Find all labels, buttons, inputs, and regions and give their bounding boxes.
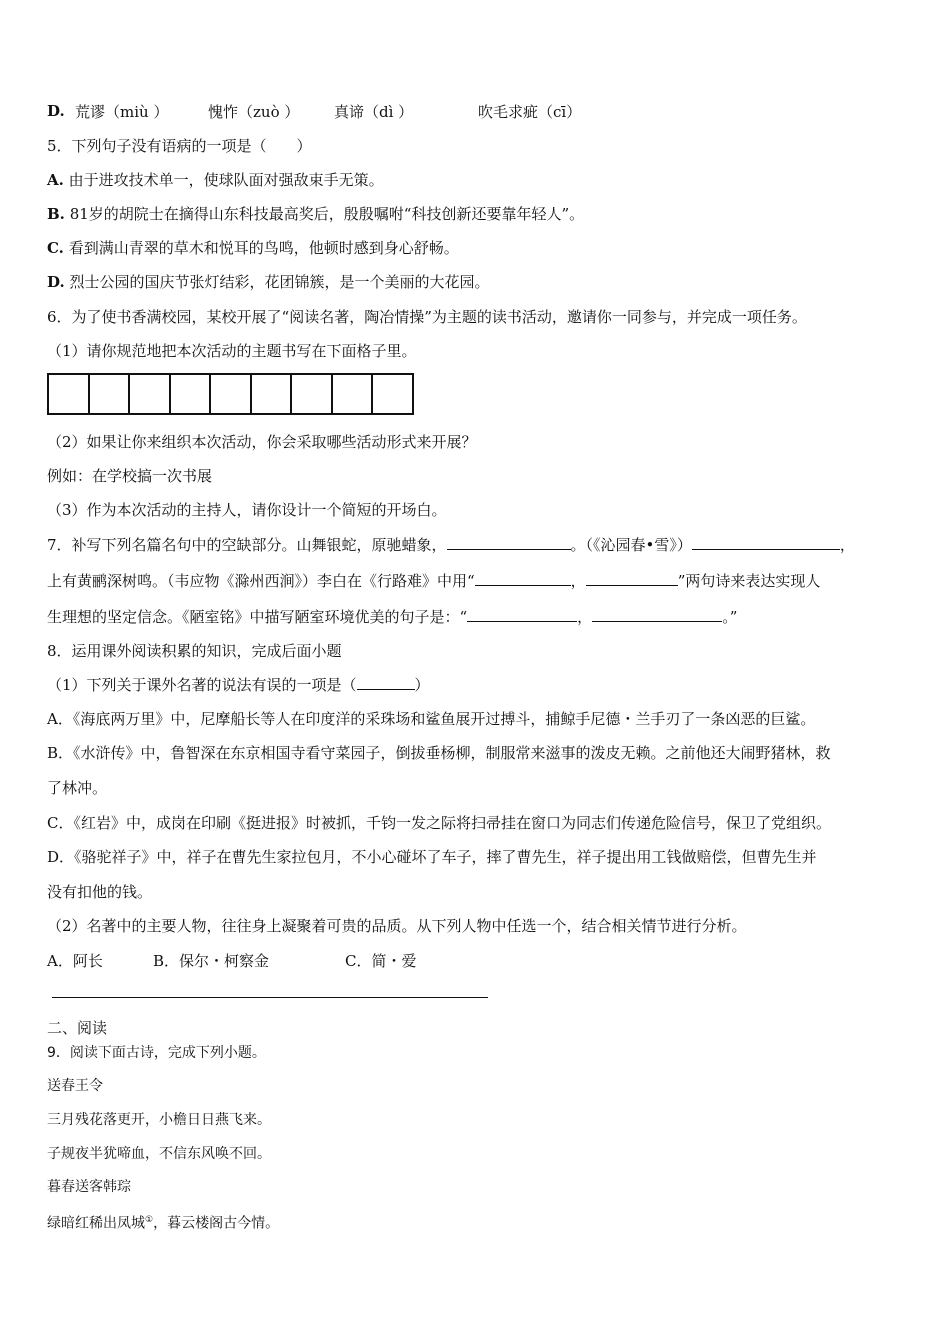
q6-part2: （2）如果让你来组织本次活动，你会采取哪些活动形式来开展？ [47, 433, 477, 451]
grid-cell[interactable] [292, 375, 333, 413]
q7-text: ”两句诗来表达实现人 [677, 572, 821, 590]
q8-option-d: D．《骆驼祥子》中，祥子在曹先生家拉包月，不小心碰坏了车子，摔了曹先生，祥子提出用工钱做赔偿，但曹先生并 [47, 848, 817, 866]
poem1-title: 送春王令 [47, 1078, 103, 1094]
answer-line[interactable] [52, 997, 488, 998]
q8-option-c: C．《红岩》中，成岗在印刷《挺进报》时被抓，千钧一发之际将扫帚挂在窗口为同志们传递危险信号，保卫了党组织。 [47, 814, 831, 832]
q8-person-b: B．保尔・柯察金 [153, 952, 270, 970]
grid-cell[interactable] [333, 375, 374, 413]
grid-cell[interactable] [252, 375, 293, 413]
grid-cell[interactable] [171, 375, 212, 413]
option-label: A. [47, 171, 64, 189]
option-text: 看到满山青翠的草木和悦耳的鸟鸣，他顿时感到身心舒畅。 [68, 239, 459, 257]
q4-d-item-3: 真谛（dì ） [334, 103, 414, 121]
q4-option-d [47, 101, 65, 121]
q8-person-a: A．阿长 [47, 952, 103, 970]
q8-part1 [47, 675, 430, 695]
fill-blank[interactable] [692, 535, 840, 550]
grid-cell[interactable] [49, 375, 90, 413]
q8-person-c: C．简・爱 [345, 952, 417, 970]
q9-stem: 9．阅读下面古诗，完成下列小题。 [47, 1045, 266, 1061]
option-label: D. [47, 273, 65, 291]
fill-blank[interactable] [586, 571, 678, 586]
q8-option-b-cont: 了林冲。 [47, 779, 108, 797]
q7-line-2 [47, 571, 820, 591]
q6-example: 例如：在学校搞一次书展 [47, 467, 213, 485]
q5-stem: 5．下列句子没有语病的一项是（ ） [47, 137, 312, 155]
grid-cell[interactable] [211, 375, 252, 413]
q7-line-1 [47, 535, 855, 555]
grid-cell[interactable] [130, 375, 171, 413]
poem2-title: 暮春送客韩琮 [47, 1179, 131, 1195]
option-text: 由于进攻技术单一，使球队面对强敌束手无策。 [68, 171, 384, 189]
fill-blank[interactable] [447, 535, 571, 550]
footnote-marker: ① [145, 1215, 154, 1225]
option-text: 81岁的胡院士在摘得山东科技最高奖后，殷殷嘱咐“科技创新还要靠年轻人”。 [69, 205, 585, 223]
fill-blank[interactable] [475, 571, 571, 586]
q7-text: ， [839, 536, 855, 554]
q7-text: 7．补写下列名篇名句中的空缺部分。山舞银蛇，原驰蜡象， [47, 536, 447, 554]
q5-option-d [47, 272, 490, 292]
q7-text: ， [570, 572, 586, 590]
q8-part2: （2）名著中的主要人物，往往身上凝聚着可贵的品质。从下列人物中任选一个，结合相关情节进行分析。 [47, 917, 747, 935]
q7-line-3 [47, 607, 737, 627]
poem-text: ，暮云楼阁古今情。 [153, 1215, 280, 1232]
q7-text: 生理想的坚定信念。《陋室铭》中描写陋室环境优美的句子是：“ [47, 608, 468, 626]
q7-text: ， [577, 608, 593, 626]
q8-option-d-cont: 没有扣他的钱。 [47, 883, 153, 901]
q5-option-b [47, 204, 584, 224]
fill-blank[interactable] [592, 607, 722, 622]
q8-stem: 8．运用课外阅读积累的知识，完成后面小题 [47, 642, 342, 660]
q4-d-item-2: 愧怍（zuò ） [208, 103, 300, 121]
q7-text: 上有黄鹂深树鸣。（韦应物《滁州西涧》）李白在《行路难》中用“ [47, 572, 475, 590]
q6-part1: （1）请你规范地把本次活动的主题书写在下面格子里。 [47, 342, 417, 360]
q6-stem: 6．为了使书香满校园，某校开展了“阅读名著，陶冶情操”为主题的读书活动，邀请你一同参与，并完成一项任务。 [47, 308, 807, 326]
writing-grid[interactable] [47, 373, 414, 415]
q7-text: 。（《沁园春•雪》） [570, 536, 692, 554]
option-label: B. [47, 205, 65, 223]
q5-option-c [47, 238, 459, 258]
section-title: 二、阅读 [47, 1019, 108, 1037]
q4-d-item-4: 吹毛求疵（cī） [478, 103, 582, 121]
q8-option-b: B．《水浒传》中，鲁智深在东京相国寺看守菜园子，倒拔垂杨柳，制服常来滋事的泼皮无赖。之前他还大闹野猪林，救 [47, 744, 831, 762]
q8-part1-text: （1）下列关于课外名著的说法有误的一项是（ [47, 676, 357, 694]
q8-part1-close: ） [414, 676, 430, 694]
q5-option-a [47, 170, 384, 190]
poem1-line1: 三月残花落更开，小檐日日燕飞来。 [47, 1112, 271, 1128]
grid-cell[interactable] [90, 375, 131, 413]
option-label: C. [47, 239, 64, 257]
poem2-line1 [47, 1210, 279, 1234]
answer-blank[interactable] [357, 675, 415, 690]
option-label: D. [47, 102, 65, 120]
q4-d-item-1: 荒谬（miù ） [75, 103, 169, 121]
q6-part3: （3）作为本次活动的主持人，请你设计一个简短的开场白。 [47, 501, 447, 519]
grid-cell[interactable] [373, 375, 414, 413]
poem-text: 绿暗红稀出凤城 [47, 1215, 145, 1232]
option-text: 烈士公园的国庆节张灯结彩，花团锦簇，是一个美丽的大花园。 [69, 273, 490, 291]
q7-text: 。” [722, 608, 738, 626]
q8-option-a: A．《海底两万里》中，尼摩船长等人在印度洋的采珠场和鲨鱼展开过搏斗，捕鲸手尼德・兰手刃了一条凶恶的巨鲨。 [47, 710, 816, 728]
poem1-line2: 子规夜半犹啼血，不信东风唤不回。 [47, 1146, 271, 1162]
fill-blank[interactable] [467, 607, 577, 622]
